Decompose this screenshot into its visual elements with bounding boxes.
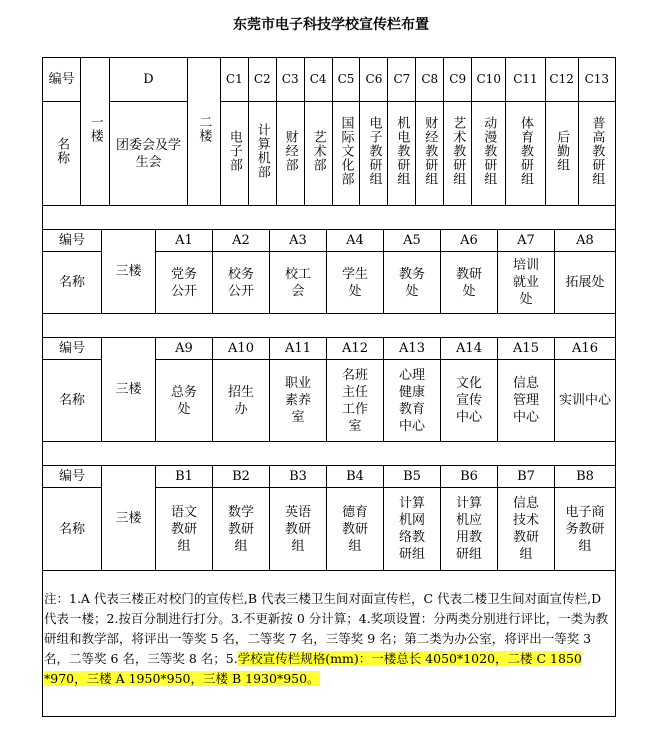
note-highlight: 学校宣传栏规格(mm)：一楼总长 4050*1020，二楼 C 1850 *970，三楼 A 1950*950，三楼 B 1930*950。 bbox=[44, 651, 582, 686]
note-text: 注：1.A 代表三楼正对校门的宣传栏,B 代表三楼卫生间对面宣传栏，C 代表二楼卫生间对面宣传栏,D 代表一楼；2.按百分制进行打分。3.不更新按 0 分计算；4.奖项设置：分两类分别进行评比，一类为教研组和教学部，将评出一等奖 5 名，二等奖 7 名，三等奖 9 名；第二类为办公室，将评出一等奖 3 名，二等奖 6 名，三等奖 8 名；5. bbox=[44, 591, 609, 666]
name-text: 信息管理中心 bbox=[512, 376, 539, 425]
name-text: 电子商务教研组 bbox=[565, 504, 605, 554]
name-text: 英语教研组 bbox=[284, 504, 311, 554]
c-name-text: 财经部 bbox=[282, 130, 298, 172]
c-name-text: 艺术教研组 bbox=[450, 116, 466, 186]
name-cell bbox=[384, 252, 441, 314]
name-label: 名称 bbox=[43, 102, 81, 206]
c-code-cell: C6 bbox=[360, 58, 388, 102]
name-cell bbox=[555, 360, 616, 442]
c-code-cell: C11 bbox=[506, 58, 545, 102]
name-cell bbox=[498, 488, 555, 571]
code-cell: A3 bbox=[270, 230, 327, 252]
name-cell bbox=[156, 360, 213, 442]
spacer-row bbox=[42, 570, 616, 584]
name-cell bbox=[327, 360, 384, 442]
code-cell: A8 bbox=[555, 230, 616, 252]
name-cell bbox=[327, 488, 384, 571]
name-cell bbox=[384, 360, 441, 442]
name-cell bbox=[498, 252, 555, 314]
name-cell bbox=[441, 488, 498, 571]
code-cell: B1 bbox=[156, 466, 213, 488]
name-cell bbox=[213, 488, 270, 571]
c-name-text: 动漫教研组 bbox=[481, 116, 497, 186]
c-name-text: 电子教研组 bbox=[366, 116, 382, 186]
c-name-text: 国际文化部 bbox=[338, 116, 354, 186]
code-cell: B8 bbox=[555, 466, 616, 488]
name-cell bbox=[498, 360, 555, 442]
name-text: 教务处 bbox=[398, 266, 425, 299]
name-cell bbox=[384, 488, 441, 571]
name-text: 数学教研组 bbox=[227, 504, 254, 554]
table-floor1-2 bbox=[42, 57, 616, 206]
c-code-cell: C7 bbox=[388, 58, 416, 102]
code-cell: A5 bbox=[384, 230, 441, 252]
c-code-cell: C5 bbox=[332, 58, 360, 102]
code-label: 编号 bbox=[43, 230, 102, 252]
code-cell: A6 bbox=[441, 230, 498, 252]
c-name-text: 机电教研组 bbox=[394, 116, 410, 186]
c-name-text: 艺术部 bbox=[310, 130, 326, 172]
name-cell bbox=[213, 360, 270, 442]
d-code: D bbox=[110, 58, 188, 102]
name-cell bbox=[441, 252, 498, 314]
name-text: 计算机网络教研组 bbox=[398, 496, 425, 562]
spacer-row bbox=[42, 205, 616, 229]
c-name-text: 普高教研组 bbox=[589, 116, 605, 186]
name-text: 校工会 bbox=[284, 266, 311, 299]
floor-2-label: 二楼 bbox=[187, 58, 220, 206]
c-name-cell bbox=[545, 102, 578, 206]
name-cell bbox=[270, 252, 327, 314]
c-code-cell: C8 bbox=[416, 58, 444, 102]
floor-label: 三楼 bbox=[102, 338, 156, 442]
c-name-text: 计算机部 bbox=[254, 123, 270, 179]
name-cell bbox=[270, 488, 327, 571]
name-text: 信息技术教研组 bbox=[512, 496, 539, 562]
name-text: 文化宣传中心 bbox=[455, 376, 482, 425]
d-name: 团委会及学生会 bbox=[110, 102, 188, 206]
c-name-cell bbox=[304, 102, 332, 206]
code-label: 编号 bbox=[43, 338, 102, 360]
c-name-text: 体育教研组 bbox=[517, 116, 533, 186]
c-code-cell: C3 bbox=[276, 58, 304, 102]
c-code-cell: C12 bbox=[545, 58, 578, 102]
code-cell: A10 bbox=[213, 338, 270, 360]
c-name-cell bbox=[444, 102, 472, 206]
name-cell bbox=[555, 488, 616, 571]
c-name-cell bbox=[360, 102, 388, 206]
table-a1-a8 bbox=[42, 229, 616, 314]
name-text: 职业素养室 bbox=[284, 376, 311, 425]
c-name-text: 财经教研组 bbox=[422, 116, 438, 186]
code-cell: A2 bbox=[213, 230, 270, 252]
c-code-cell: C1 bbox=[220, 58, 248, 102]
notes-paragraph bbox=[44, 589, 614, 689]
name-text: 教研处 bbox=[455, 266, 482, 299]
code-label: 编号 bbox=[43, 58, 81, 102]
name-text: 学生处 bbox=[341, 266, 368, 299]
code-cell: B3 bbox=[270, 466, 327, 488]
code-cell: B6 bbox=[441, 466, 498, 488]
c-name-cell bbox=[220, 102, 248, 206]
name-text: 德育教研组 bbox=[341, 504, 368, 554]
name-text: 培训就业处 bbox=[512, 258, 539, 307]
name-text: 名班主任工作室 bbox=[341, 367, 368, 434]
c-name-text: 后勤组 bbox=[554, 130, 570, 172]
code-cell: A1 bbox=[156, 230, 213, 252]
code-cell: A11 bbox=[270, 338, 327, 360]
name-text: 党务公开 bbox=[170, 266, 197, 299]
name-text: 招生办 bbox=[227, 384, 254, 417]
c-name-cell bbox=[578, 102, 615, 206]
floor-label: 三楼 bbox=[102, 466, 156, 571]
name-text: 语文教研组 bbox=[170, 504, 197, 554]
name-label: 名称 bbox=[43, 360, 102, 442]
floor-label: 三楼 bbox=[102, 230, 156, 314]
code-cell: A16 bbox=[555, 338, 616, 360]
name-text: 心理健康教育中心 bbox=[398, 367, 425, 434]
c-code-cell: C13 bbox=[578, 58, 615, 102]
name-text: 实训中心 bbox=[558, 393, 611, 408]
c-name-cell bbox=[416, 102, 444, 206]
floor-1-label: 一楼 bbox=[81, 58, 110, 206]
c-name-cell bbox=[472, 102, 506, 206]
name-cell bbox=[441, 360, 498, 442]
code-cell: B2 bbox=[213, 466, 270, 488]
table-b1-b8 bbox=[42, 465, 616, 571]
c-name-cell bbox=[248, 102, 276, 206]
name-label: 名称 bbox=[43, 252, 102, 314]
name-cell bbox=[555, 252, 616, 314]
spacer-row bbox=[42, 313, 616, 337]
code-cell: A9 bbox=[156, 338, 213, 360]
c-code-cell: C10 bbox=[472, 58, 506, 102]
name-cell bbox=[327, 252, 384, 314]
name-text: 计算机应用教研组 bbox=[455, 496, 482, 562]
code-cell: A7 bbox=[498, 230, 555, 252]
c-name-cell bbox=[388, 102, 416, 206]
name-cell bbox=[156, 488, 213, 571]
name-cell bbox=[156, 252, 213, 314]
c-name-cell bbox=[276, 102, 304, 206]
c-code-cell: C9 bbox=[444, 58, 472, 102]
c-code-cell: C2 bbox=[248, 58, 276, 102]
table-a9-a16 bbox=[42, 337, 616, 442]
spacer-row bbox=[42, 441, 616, 465]
code-cell: A12 bbox=[327, 338, 384, 360]
page-title: 东莞市电子科技学校宣传栏布置 bbox=[233, 17, 429, 33]
code-cell: A15 bbox=[498, 338, 555, 360]
code-label: 编号 bbox=[43, 466, 102, 488]
code-cell: B4 bbox=[327, 466, 384, 488]
code-cell: A4 bbox=[327, 230, 384, 252]
c-code-cell: C4 bbox=[304, 58, 332, 102]
code-cell: A14 bbox=[441, 338, 498, 360]
name-label: 名称 bbox=[43, 488, 102, 571]
code-cell: B7 bbox=[498, 466, 555, 488]
name-text: 校务公开 bbox=[227, 266, 254, 299]
c-name-cell bbox=[332, 102, 360, 206]
c-name-cell bbox=[506, 102, 545, 206]
code-cell: A13 bbox=[384, 338, 441, 360]
name-text: 总务处 bbox=[170, 384, 197, 417]
code-cell: B5 bbox=[384, 466, 441, 488]
name-text: 拓展处 bbox=[565, 275, 605, 290]
name-cell bbox=[213, 252, 270, 314]
name-cell bbox=[270, 360, 327, 442]
c-name-text: 电子部 bbox=[226, 130, 242, 172]
